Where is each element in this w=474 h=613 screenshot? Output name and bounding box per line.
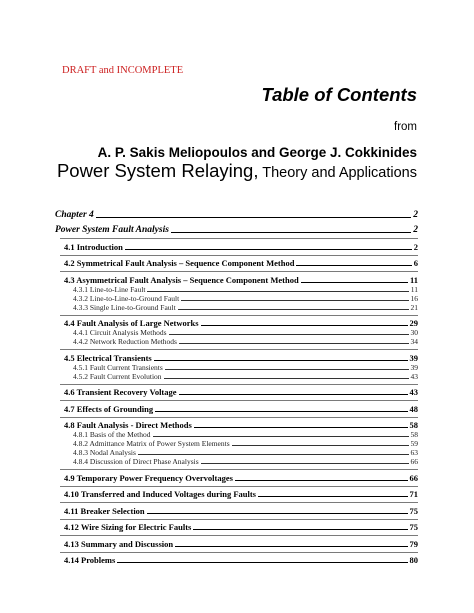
toc-entry[interactable] xyxy=(55,328,418,337)
toc-leader-line xyxy=(171,232,411,233)
toc-entry-page: 29 xyxy=(409,318,418,328)
toc-leader-line xyxy=(296,265,411,266)
toc-entry-title: 4.4 Fault Analysis of Large Networks xyxy=(64,318,199,328)
toc-entry-page: 2 xyxy=(413,225,418,235)
toc-entry[interactable] xyxy=(55,457,418,466)
table-of-contents xyxy=(55,205,418,565)
toc-entry[interactable] xyxy=(55,337,418,346)
toc-entry-title: 4.11 Breaker Selection xyxy=(64,505,145,516)
toc-entry-title: 4.9 Temporary Power Frequency Overvoltages xyxy=(64,472,233,483)
toc-entry-title: 4.2 Symmetrical Fault Analysis – Sequence Component Method xyxy=(64,258,295,268)
toc-leader-line xyxy=(181,300,408,301)
toc-leader-line xyxy=(165,369,409,370)
toc-entry-page: 71 xyxy=(409,489,418,499)
toc-entry-title: 4.3.1 Line-to-Line Fault xyxy=(73,284,146,294)
toc-entry[interactable] xyxy=(55,401,418,414)
toc-entry-page: 43 xyxy=(410,371,418,381)
toc-entry[interactable] xyxy=(55,303,418,312)
authors: A. P. Sakis Meliopoulos and George J. Cokkinides xyxy=(97,145,417,160)
toc-leader-line xyxy=(147,291,408,292)
toc-entry-title: 4.3.3 Single Line-to-Ground Fault xyxy=(73,302,176,312)
toc-entry[interactable] xyxy=(55,553,418,566)
toc-entry-page: 80 xyxy=(409,555,418,565)
draft-notice: DRAFT and INCOMPLETE xyxy=(62,65,184,76)
toc-entry-title: 4.1 Introduction xyxy=(64,241,123,252)
toc-entry[interactable] xyxy=(55,448,418,457)
toc-entry-page: 11 xyxy=(409,274,418,285)
toc-entry-title: 4.3.2 Line-to-Line-to-Ground Fault xyxy=(73,293,180,303)
toc-leader-line xyxy=(201,463,409,464)
toc-entry-page: 34 xyxy=(410,337,418,346)
toc-leader-line xyxy=(235,480,408,481)
toc-entry[interactable] xyxy=(55,503,418,516)
from-label: from xyxy=(394,121,417,133)
toc-entry-page: 2 xyxy=(413,241,418,252)
toc-entry[interactable] xyxy=(55,430,418,439)
toc-leader-line xyxy=(193,529,407,530)
toc-entry[interactable] xyxy=(55,316,418,329)
toc-entry[interactable] xyxy=(55,220,418,235)
toc-entry-title: 4.4.1 Circuit Analysis Methods xyxy=(73,328,167,337)
toc-leader-line xyxy=(201,325,408,326)
toc-entry-page: 43 xyxy=(409,387,418,397)
toc-entry[interactable] xyxy=(55,285,418,294)
toc-leader-line xyxy=(164,378,409,379)
toc-entry[interactable] xyxy=(55,239,418,252)
toc-entry-page: 48 xyxy=(409,403,418,414)
book-title-sub: Theory and Applications xyxy=(258,165,417,181)
toc-entry-page: 79 xyxy=(409,538,418,549)
toc-entry-page: 66 xyxy=(410,457,418,466)
toc-entry-page: 39 xyxy=(409,352,418,363)
toc-entry-page: 30 xyxy=(410,328,418,337)
toc-leader-line xyxy=(117,562,407,563)
toc-entry[interactable] xyxy=(55,205,418,220)
toc-entry-page: 11 xyxy=(410,284,418,294)
book-title xyxy=(57,160,417,182)
toc-entry-page: 58 xyxy=(409,420,418,430)
toc-entry-title: 4.12 Wire Sizing for Electric Faults xyxy=(64,522,192,532)
toc-entry-title: 4.3 Asymmetrical Fault Analysis – Sequence Component Method xyxy=(64,274,299,285)
toc-entry-page: 16 xyxy=(410,293,418,303)
toc-entry-page: 6 xyxy=(413,258,418,268)
toc-entry[interactable] xyxy=(55,470,418,483)
toc-entry-page: 75 xyxy=(409,522,418,532)
toc-leader-line xyxy=(178,309,409,310)
toc-entry[interactable] xyxy=(55,487,418,500)
toc-entry[interactable] xyxy=(55,520,418,533)
toc-entry[interactable] xyxy=(55,418,418,431)
toc-entry[interactable] xyxy=(55,385,418,398)
toc-entry-page: 2 xyxy=(413,210,418,220)
toc-entry-title: Chapter 4 xyxy=(55,210,94,220)
toc-leader-line xyxy=(154,360,408,361)
toc-entry[interactable] xyxy=(55,372,418,381)
toc-entry-page: 39 xyxy=(410,362,418,372)
toc-entry-title: 4.8.1 Basis of the Method xyxy=(73,430,151,439)
toc-entry-page: 66 xyxy=(409,472,418,483)
toc-entry-title: 4.5.2 Fault Current Evolution xyxy=(73,371,162,381)
toc-entry-title: 4.8 Fault Analysis - Direct Methods xyxy=(64,420,192,430)
toc-leader-line xyxy=(138,454,409,455)
toc-entry-title: 4.5 Electrical Transients xyxy=(64,352,152,363)
toc-entry-title: 4.8.3 Nodal Analysis xyxy=(73,448,136,457)
toc-entry-title: 4.4.2 Network Reduction Methods xyxy=(73,337,177,346)
toc-title: Table of Contents xyxy=(261,84,417,105)
toc-entry[interactable] xyxy=(55,536,418,549)
toc-leader-line xyxy=(125,249,412,250)
toc-leader-line xyxy=(179,394,408,395)
toc-entry-title: 4.14 Problems xyxy=(64,555,116,565)
toc-leader-line xyxy=(194,427,408,428)
toc-entry-page: 63 xyxy=(410,448,418,457)
toc-entry-title: 4.6 Transient Recovery Voltage xyxy=(64,387,177,397)
toc-entry-page: 59 xyxy=(410,439,418,448)
toc-leader-line xyxy=(153,436,409,437)
toc-leader-line xyxy=(155,411,407,412)
toc-entry-title: 4.8.2 Admittance Matrix of Power System Elements xyxy=(73,439,230,448)
toc-leader-line xyxy=(169,334,409,335)
toc-leader-line xyxy=(258,496,408,497)
toc-entry-page: 58 xyxy=(410,430,418,439)
toc-entry-title: Power System Fault Analysis xyxy=(55,225,169,235)
toc-entry-page: 75 xyxy=(409,505,418,516)
toc-entry[interactable] xyxy=(55,294,418,303)
toc-entry[interactable] xyxy=(55,272,418,285)
toc-leader-line xyxy=(301,282,408,283)
toc-leader-line xyxy=(175,546,407,547)
toc-entry[interactable] xyxy=(55,256,418,269)
toc-entry-title: 4.10 Transferred and Induced Voltages during Faults xyxy=(64,489,256,499)
toc-entry-title: 4.5.1 Fault Current Transients xyxy=(73,362,163,372)
toc-leader-line xyxy=(96,217,411,218)
toc-entry[interactable] xyxy=(55,439,418,448)
toc-entry-title: 4.7 Effects of Grounding xyxy=(64,403,154,414)
toc-leader-line xyxy=(179,343,409,344)
toc-entry-title: 4.8.4 Discussion of Direct Phase Analysis xyxy=(73,457,199,466)
book-title-main: Power System Relaying, xyxy=(56,160,259,181)
toc-leader-line xyxy=(147,513,408,514)
toc-entry[interactable] xyxy=(55,363,418,372)
toc-leader-line xyxy=(232,445,409,446)
toc-entry-title: 4.13 Summary and Discussion xyxy=(64,538,174,549)
toc-entry[interactable] xyxy=(55,350,418,363)
toc-entry-page: 21 xyxy=(410,302,418,312)
